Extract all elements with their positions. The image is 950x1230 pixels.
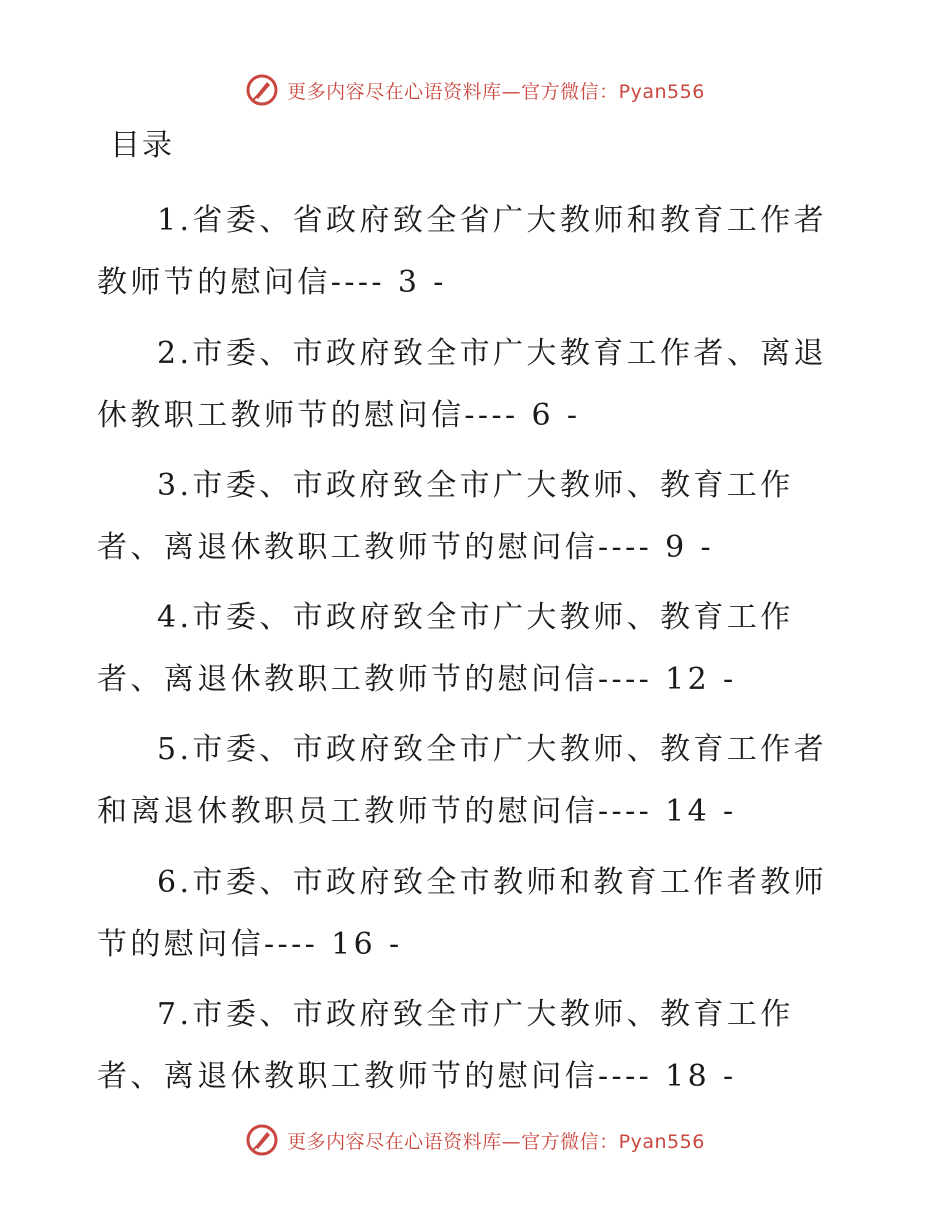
toc-entry[interactable] [97,984,857,1108]
toc-entry[interactable] [97,190,857,314]
toc-entry-title: 4.市委、市政府致全市广大教师、教育工作 [157,600,794,635]
toc-entry[interactable] [97,719,857,843]
watermark-text: 更多内容尽在心语资料库—官方微信：Pyan556 [287,1130,705,1153]
toc-entry[interactable] [97,323,857,447]
toc-entry[interactable] [97,455,857,579]
toc-entry-title: 3.市委、市政府致全市广大教师、教育工作 [157,468,794,503]
watermark-text: 更多内容尽在心语资料库—官方微信：Pyan556 [287,80,705,103]
toc-entry[interactable] [97,852,857,976]
quill-circle-icon [245,73,279,107]
toc-entry-title: 2.市委、市政府致全市广大教育工作者、离退 [157,336,828,371]
toc-entry-continuation: 休教职工教师节的慰问信---- 6 - [97,398,581,433]
quill-circle-icon [245,1123,279,1157]
toc-entry-continuation: 教师节的慰问信---- 3 - [97,265,447,300]
toc-entry-continuation: 者、离退休教职工教师节的慰问信---- 18 - [97,1059,737,1094]
toc-entry-continuation: 者、离退休教职工教师节的慰问信---- 12 - [97,662,737,697]
page-title: 目录 [110,128,174,163]
watermark-banner-bottom [0,1120,950,1160]
toc-entry-continuation: 节的慰问信---- 16 - [97,927,403,962]
watermark-banner-top [0,70,950,110]
toc-entry-title: 5.市委、市政府致全市广大教师、教育工作者 [157,732,828,767]
toc-entry-title: 1.省委、省政府致全省广大教师和教育工作者 [157,203,828,238]
toc-entry-continuation: 和离退休教职员工教师节的慰问信---- 14 - [97,794,737,829]
toc-entry-continuation: 者、离退休教职工教师节的慰问信---- 9 - [97,530,715,565]
toc-entry-title: 7.市委、市政府致全市广大教师、教育工作 [157,997,794,1032]
toc-entry[interactable] [97,587,857,711]
toc-entry-title: 6.市委、市政府致全市教师和教育工作者教师 [157,865,828,900]
